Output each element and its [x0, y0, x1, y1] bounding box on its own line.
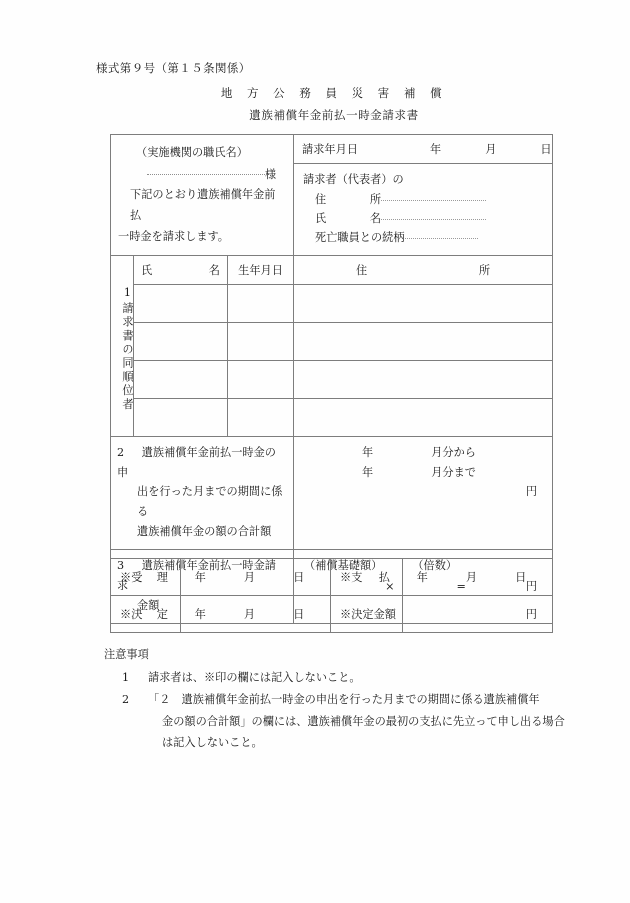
table-row: [111, 284, 553, 322]
table-row: [111, 360, 553, 398]
note-item: [104, 667, 574, 689]
receipt-label: ※受 理: [120, 571, 168, 584]
section2-number: 2: [117, 445, 125, 459]
note-text-block: [148, 689, 574, 755]
section1-header-row: [111, 255, 553, 284]
col-header-name-inner: 氏 名: [141, 263, 220, 277]
note-number: 1: [122, 670, 130, 684]
payment-month: 月: [465, 571, 478, 584]
note-number: 2: [122, 692, 130, 706]
claimant-address-row: [303, 190, 544, 209]
section2-to-month: 月分まで: [431, 465, 476, 479]
claimant-address-label: 住 所: [315, 192, 382, 206]
claimant-heading: 請求者（代表者）の: [303, 173, 404, 187]
receipt-year: 年: [194, 571, 206, 584]
section3-number: 3: [117, 559, 125, 573]
notes-section: [104, 644, 574, 754]
receipt-day: 日: [293, 571, 305, 584]
claim-date-cell: [294, 135, 553, 164]
official-receipt-row: [111, 559, 553, 596]
cell-birthdate[interactable]: [228, 398, 294, 436]
cell-address[interactable]: [294, 360, 553, 398]
col-header-address-inner: 住 所: [356, 263, 491, 277]
claim-date-year[interactable]: 年: [429, 143, 442, 156]
note-item: [104, 689, 574, 755]
issuer-and-claimdate-row: [111, 135, 553, 164]
section2-label-line-1: 遺族補償年金前払一時金の申: [117, 445, 276, 479]
claimant-relation-label: 死亡職員との続柄: [315, 231, 405, 245]
payment-year: 年: [416, 571, 428, 584]
official-use-table: [110, 558, 553, 633]
section2-from-month: 月分から: [431, 445, 476, 459]
section2-total-amount[interactable]: 円: [525, 485, 538, 499]
section1-vertical-label-cell: [111, 255, 134, 436]
claimant-relation-input[interactable]: [405, 228, 478, 239]
decision-date: [181, 606, 330, 622]
decision-amount-yen: 円: [525, 608, 537, 621]
decision-amount-cell[interactable]: [403, 596, 553, 633]
claimant-address-input[interactable]: [381, 190, 486, 201]
section2-to-line[interactable]: [302, 463, 537, 483]
issuer-body-line-2: 一時金を請求します。: [118, 229, 229, 243]
note-text: 請求者は、※印の欄には記入しないこと。: [148, 670, 361, 684]
decision-label: ※決 定: [120, 608, 168, 621]
col-header-birthdate-label: 生年月日: [238, 263, 283, 277]
col-header-birthdate: [228, 255, 294, 284]
cell-name[interactable]: [134, 322, 228, 360]
note-text-line-1: 「２ 遺族補償年金前払一時金の申出を行った月までの期間に係る遺族補償年: [148, 692, 540, 706]
decision-label-cell: [111, 596, 181, 633]
cell-birthdate[interactable]: [228, 322, 294, 360]
equals-sign: =: [456, 580, 466, 593]
decision-amount-label-cell: [331, 596, 403, 633]
receipt-month: 月: [243, 571, 256, 584]
issuer-body-line-1: 下記のとおり遺族補償年金前払: [130, 188, 276, 223]
claim-date-label: 請求年月日: [302, 143, 358, 156]
section3-label-line-1: 遺族補償年金前払一時金請求: [117, 559, 276, 593]
issuer-addressee-line: [118, 164, 286, 186]
claim-date-day[interactable]: 日: [540, 143, 552, 156]
issuer-cell: [111, 135, 294, 256]
notes-title: 注意事項: [104, 648, 149, 661]
main-form-table: [110, 134, 553, 624]
section2-to-year: 年: [362, 465, 374, 479]
section3-amount-yen: 円: [525, 580, 538, 593]
table-row: [111, 398, 553, 436]
section3-label-line-2: 金額: [137, 599, 160, 613]
issuer-sama-label: 様: [264, 167, 277, 181]
decision-day: 日: [293, 608, 305, 621]
claimant-relation-row: [303, 228, 544, 247]
claimant-name-label: 氏 名: [315, 211, 382, 225]
claimant-name-input[interactable]: [381, 209, 486, 220]
cell-birthdate[interactable]: [228, 284, 294, 322]
cell-birthdate[interactable]: [228, 360, 294, 398]
section2-label-line-2: 出を行った月までの期間に係る: [137, 485, 283, 519]
payment-day: 日: [515, 571, 527, 584]
issuer-addressee-dotline[interactable]: [147, 164, 265, 175]
section2-row: [111, 436, 553, 550]
section2-from-line[interactable]: [302, 443, 537, 463]
official-decision-row: [111, 596, 553, 633]
cell-name[interactable]: [134, 398, 228, 436]
form-number: 様式第９号（第１５条関係）: [96, 61, 251, 75]
cell-name[interactable]: [134, 360, 228, 398]
table-row: [111, 322, 553, 360]
section1-vertical-label: 1 請求書の同順位者: [121, 286, 134, 412]
cell-address[interactable]: [294, 398, 553, 436]
note-text-line-2: 金の額の合計額」の欄には、遺族補償年金の最初の支払に先立って申し出る場合: [162, 714, 565, 728]
payment-label: ※支 払: [340, 571, 390, 584]
section3-base-amount-label: （補償基礎額）: [304, 559, 383, 573]
cell-address[interactable]: [294, 322, 553, 360]
cell-name[interactable]: [134, 284, 228, 322]
cell-address[interactable]: [294, 284, 553, 322]
col-header-address: [294, 255, 553, 284]
page-title: 地 方 公 務 員 災 害 補 償: [220, 86, 448, 100]
multiply-sign: ×: [385, 580, 395, 593]
claimant-name-row: [303, 209, 544, 228]
section2-value-cell: [294, 436, 553, 550]
claimant-info-cell: [294, 164, 553, 255]
section2-label: [111, 437, 293, 550]
payment-date-cell[interactable]: [403, 559, 553, 596]
section2-from-year: 年: [362, 445, 374, 459]
receipt-date: [181, 569, 330, 585]
decision-month: 月: [243, 608, 256, 621]
col-header-name: [134, 255, 228, 284]
section2-label-cell: [111, 436, 294, 550]
claim-date-month[interactable]: 月: [485, 143, 497, 156]
note-text-line-3: は記入しないこと。: [162, 736, 263, 750]
section2-label-line-3: 遺族補償年金の額の合計額: [137, 525, 272, 539]
page-subtitle: 遺族補償年金前払一時金請求書: [249, 108, 419, 122]
payment-date: [403, 569, 552, 585]
payment-label-cell: [331, 559, 403, 596]
decision-amount-label: ※決定金額: [340, 608, 396, 621]
decision-year: 年: [194, 608, 206, 621]
decision-date-cell[interactable]: [181, 596, 331, 633]
issuer-org-label: （実施機関の職氏名）: [136, 146, 248, 159]
receipt-label-cell: [111, 559, 181, 596]
section3-multiplier-label: （倍数）: [412, 559, 458, 573]
receipt-date-cell[interactable]: [181, 559, 331, 596]
